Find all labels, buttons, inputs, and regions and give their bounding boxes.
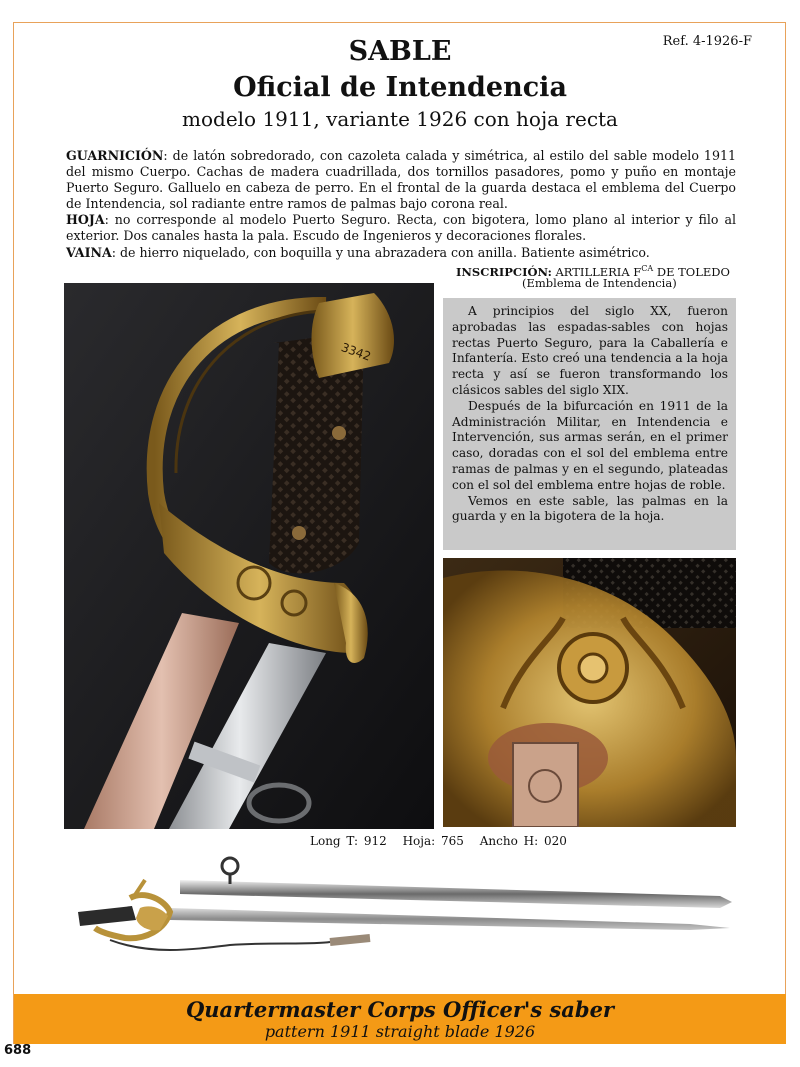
history-paragraph-2: Después de la bifurcación en 1911 de la Administración Militar, en Intendencia e Intervención, sus armas serán, en el primer caso, doradas con el sol del emblema entre ramas de palmas y en el segundo, plateadas con el sol del emblema entre hojas de roble. [452, 398, 728, 492]
inscription-label: INSCRIPCIÓN: [456, 264, 552, 279]
page-number: 688 [4, 1043, 32, 1058]
blade-full [170, 908, 730, 930]
grip-number: 3342 [339, 340, 373, 364]
blade-width: Ancho H: 020 [479, 834, 567, 848]
hilt-illustration [64, 283, 434, 829]
blade-length: Hoja: 765 [402, 834, 464, 848]
page-subtitle: modelo 1911, variante 1926 con hoja recta [182, 107, 618, 131]
length-total: Long T: 912 [310, 834, 387, 848]
hoja-label: HOJA [66, 212, 105, 228]
guard-detail-photo [443, 558, 736, 827]
inscription-superscript: CA [641, 264, 654, 273]
dimensions [310, 834, 577, 848]
full-saber-illustration [70, 850, 738, 982]
english-title-banner [14, 994, 786, 1044]
vaina-text: : de hierro niquelado, con boquilla y una abrazadera con anilla. Batiente asimétrico. [111, 244, 650, 260]
vaina-label: VAINA [66, 244, 112, 260]
history-paragraph-3: Vemos en este sable, las palmas en la guarda y en la bigotera de la hoja. [452, 493, 728, 524]
description-block [66, 148, 736, 261]
history-paragraph-1: A principios del siglo XX, fueron aprobadas las espadas-sables con hojas rectas Puerto Seguro, para la Caballería e Infantería. Esto creó una tendencia a la hoja recta y así se fueron transformando los clásicos sables del siglo XIX. [452, 304, 728, 397]
guarnicion-text: : de latón sobredorado, con cazoleta calada y simétrica, al estilo del sable modelo 1911 del mismo Cuerpo. Cachas de madera cuadrillada, dos tornillos pasadores, pomo y puño en montaje Puerto Seguro. Galluelo en cabeza de perro. En el frontal de la guarda destaca el emblema del Cuerpo de Intendencia, sol radiante entre ramos de palmas bajo corona real. [66, 148, 736, 212]
reference-code: Ref. 4-1926-F [662, 34, 752, 49]
scabbard-full [180, 880, 732, 908]
inscription-text-b: DE TOLEDO [653, 264, 730, 279]
page-title: SABLE [348, 36, 452, 67]
banner-subtitle: pattern 1911 straight blade 1926 [264, 1022, 536, 1041]
page-title-line2: Oficial de Intendencia [233, 72, 567, 103]
hoja-text: : no corresponde al modelo Puerto Seguro. Recta, con bigotera, lomo plano al interior y filo al exterior. Dos canales hasta la pala. Escudo de Ingenieros y decoraciones florales. [66, 212, 736, 244]
inscription-subtext: (Emblema de Intendencia) [522, 276, 677, 290]
hilt-photo [64, 283, 434, 829]
history-textbox [443, 298, 736, 550]
guard-detail-illustration [443, 558, 736, 827]
guarnicion-label: GUARNICIÓN [66, 148, 164, 163]
inscription-text-a: ARTILLERIA F [555, 264, 642, 279]
banner-title: Quartermaster Corps Officer's saber [186, 997, 614, 1022]
full-saber-photo [70, 850, 738, 982]
